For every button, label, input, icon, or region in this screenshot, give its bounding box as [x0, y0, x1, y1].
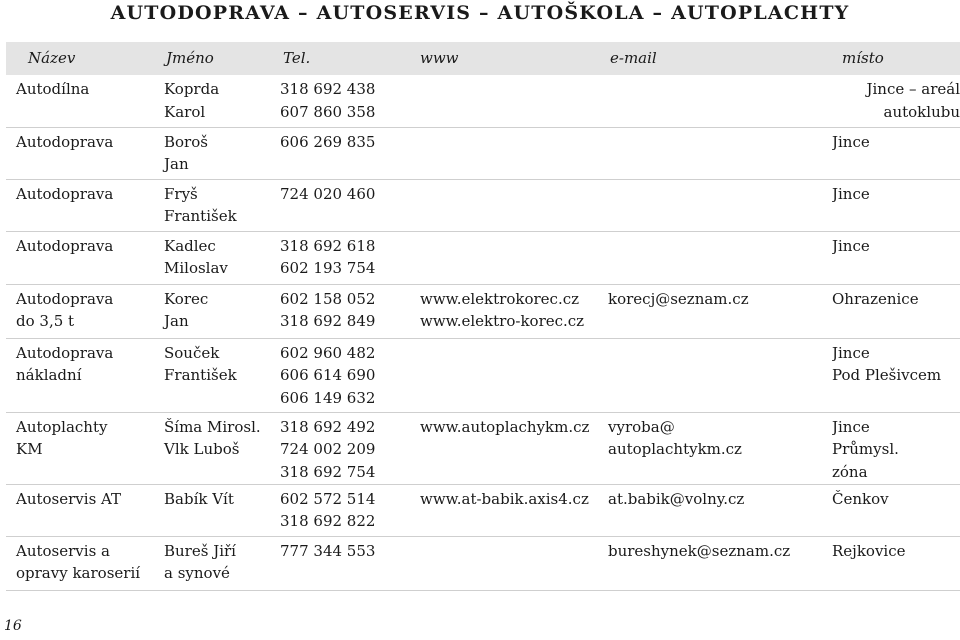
nazev-line: Autodoprava [16, 236, 114, 255]
jmeno-line: Vlk Luboš [164, 440, 240, 458]
cell-jmeno [158, 231, 278, 284]
misto-line: zóna [832, 462, 868, 481]
jmeno-line: Jan [164, 312, 189, 330]
nazev-line: Autodoprava [16, 184, 114, 203]
tel-line: 777 344 553 [280, 541, 376, 560]
contacts-table [6, 75, 960, 591]
jmeno-line: Babík Vít [164, 489, 234, 508]
cell-www [418, 179, 606, 231]
cell-www [418, 338, 606, 412]
cell-tel [278, 338, 418, 412]
tel-line: 602 158 052 [280, 289, 376, 308]
cell-misto [832, 179, 960, 231]
jmeno-line: Fryš [164, 184, 198, 203]
jmeno-line: Korec [164, 289, 209, 308]
www-line: www.at-babik.axis4.cz [420, 489, 589, 508]
jmeno-line: Jan [164, 155, 189, 173]
table-header-row [6, 42, 960, 75]
header-nazev: Název [28, 49, 76, 67]
cell-misto [832, 412, 960, 484]
cell-jmeno [158, 179, 278, 231]
table-row [6, 127, 960, 179]
misto-line: Ohrazenice [832, 289, 919, 308]
nazev-line: nákladní [16, 366, 82, 384]
jmeno-line: Miloslav [164, 259, 228, 277]
nazev-line: Autodoprava [16, 343, 114, 362]
misto-line: Rejkovice [832, 541, 906, 560]
tel-line: 724 020 460 [280, 184, 376, 203]
email-line: autoplachtykm.cz [608, 440, 742, 458]
table-row [6, 536, 960, 590]
cell-misto [832, 284, 960, 338]
cell-jmeno [158, 284, 278, 338]
cell-tel [278, 231, 418, 284]
tel-line: 606 614 690 [280, 366, 376, 384]
cell-misto [832, 536, 960, 590]
cell-nazev [6, 231, 158, 284]
tel-line: 318 692 618 [280, 236, 376, 255]
misto-line: Jince [832, 343, 870, 362]
cell-jmeno [158, 412, 278, 484]
nazev-line: Autoplachty [16, 417, 108, 436]
page-title: AUTODOPRAVA – AUTOSERVIS – AUTOŠKOLA – AUTOPLACHTY [110, 2, 850, 24]
cell-nazev [6, 127, 158, 179]
cell-nazev [6, 338, 158, 412]
cell-jmeno [158, 484, 278, 536]
cell-email [606, 179, 832, 231]
nazev-line: do 3,5 t [16, 312, 75, 330]
tel-line: 318 692 849 [280, 312, 376, 330]
header-misto: místo [842, 49, 884, 67]
cell-jmeno [158, 536, 278, 590]
nazev-line: Autoservis a [16, 541, 110, 560]
nazev-line: Autoservis AT [16, 489, 122, 508]
cell-jmeno [158, 338, 278, 412]
cell-nazev [6, 536, 158, 590]
tel-line: 602 572 514 [280, 489, 376, 508]
cell-email [606, 284, 832, 338]
cell-email [606, 484, 832, 536]
header-email: e-mail [610, 49, 657, 67]
tel-line: 318 692 822 [280, 512, 376, 530]
cell-tel [278, 484, 418, 536]
misto-line: Jince [832, 132, 870, 151]
cell-misto [832, 127, 960, 179]
cell-tel [278, 75, 418, 127]
misto-line: autoklubu [883, 102, 960, 121]
jmeno-line: Boroš [164, 132, 208, 151]
tel-line: 602 960 482 [280, 343, 376, 362]
tel-line: 602 193 754 [280, 259, 376, 277]
table-row [6, 338, 960, 412]
header-jmeno: Jméno [166, 49, 214, 67]
cell-www [418, 484, 606, 536]
table-row [6, 484, 960, 536]
www-line: www.elektrokorec.cz [420, 289, 580, 308]
misto-line: Jince [832, 417, 870, 436]
jmeno-line: Kadlec [164, 236, 216, 255]
tel-line: 318 692 754 [280, 462, 376, 481]
tel-line: 607 860 358 [280, 102, 376, 121]
jmeno-line: František [164, 207, 237, 225]
table-row [6, 179, 960, 231]
table-row [6, 231, 960, 284]
jmeno-line: František [164, 366, 237, 384]
header-tel: Tel. [283, 49, 311, 67]
www-line: www.elektro-korec.cz [420, 312, 585, 330]
page-number: 16 [4, 618, 22, 634]
table-row [6, 412, 960, 484]
cell-jmeno [158, 127, 278, 179]
www-line: www.autoplachykm.cz [420, 417, 590, 436]
tel-line: 724 002 209 [280, 440, 376, 458]
table-row [6, 284, 960, 338]
cell-www [418, 536, 606, 590]
nazev-line: Autodoprava [16, 132, 114, 151]
misto-line: Jince [832, 184, 870, 203]
tel-line: 606 269 835 [280, 132, 376, 151]
jmeno-line: Bureš Jiří [164, 541, 236, 560]
nazev-line: Autodílna [16, 80, 90, 98]
cell-misto [832, 231, 960, 284]
misto-line: Jince – areál [866, 80, 960, 98]
cell-email [606, 127, 832, 179]
cell-email [606, 536, 832, 590]
email-line: at.babik@volny.cz [608, 489, 745, 508]
cell-www [418, 127, 606, 179]
table-row [6, 75, 960, 127]
misto-line: Průmysl. [832, 440, 899, 458]
cell-www [418, 284, 606, 338]
cell-www [418, 231, 606, 284]
cell-tel [278, 179, 418, 231]
cell-nazev [6, 75, 158, 127]
cell-misto [832, 75, 960, 127]
tel-line: 318 692 492 [280, 417, 376, 436]
misto-line: Pod Plešivcem [832, 366, 942, 384]
cell-nazev [6, 484, 158, 536]
cell-nazev [6, 179, 158, 231]
jmeno-line: Karol [164, 102, 206, 121]
misto-line: Čenkov [832, 489, 889, 508]
email-line: vyroba@ [608, 417, 675, 436]
cell-nazev [6, 412, 158, 484]
cell-email [606, 231, 832, 284]
cell-tel [278, 412, 418, 484]
nazev-line: KM [16, 440, 43, 458]
jmeno-line: Souček [164, 343, 220, 362]
email-line: bureshynek@seznam.cz [608, 541, 791, 560]
tel-line: 606 149 632 [280, 388, 376, 407]
jmeno-line: Šíma Mirosl. [164, 417, 261, 436]
cell-www [418, 75, 606, 127]
email-line: korecj@seznam.cz [608, 289, 749, 308]
cell-www [418, 412, 606, 484]
cell-email [606, 338, 832, 412]
cell-tel [278, 536, 418, 590]
header-www: www [420, 49, 459, 67]
nazev-line: Autodoprava [16, 289, 114, 308]
cell-misto [832, 338, 960, 412]
cell-email [606, 75, 832, 127]
cell-nazev [6, 284, 158, 338]
cell-tel [278, 127, 418, 179]
misto-line: Jince [832, 236, 870, 255]
cell-tel [278, 284, 418, 338]
cell-email [606, 412, 832, 484]
jmeno-line: Koprda [164, 80, 220, 98]
nazev-line: opravy karoserií [16, 564, 141, 582]
cell-jmeno [158, 75, 278, 127]
tel-line: 318 692 438 [280, 80, 376, 98]
cell-misto [832, 484, 960, 536]
jmeno-line: a synové [164, 564, 230, 582]
